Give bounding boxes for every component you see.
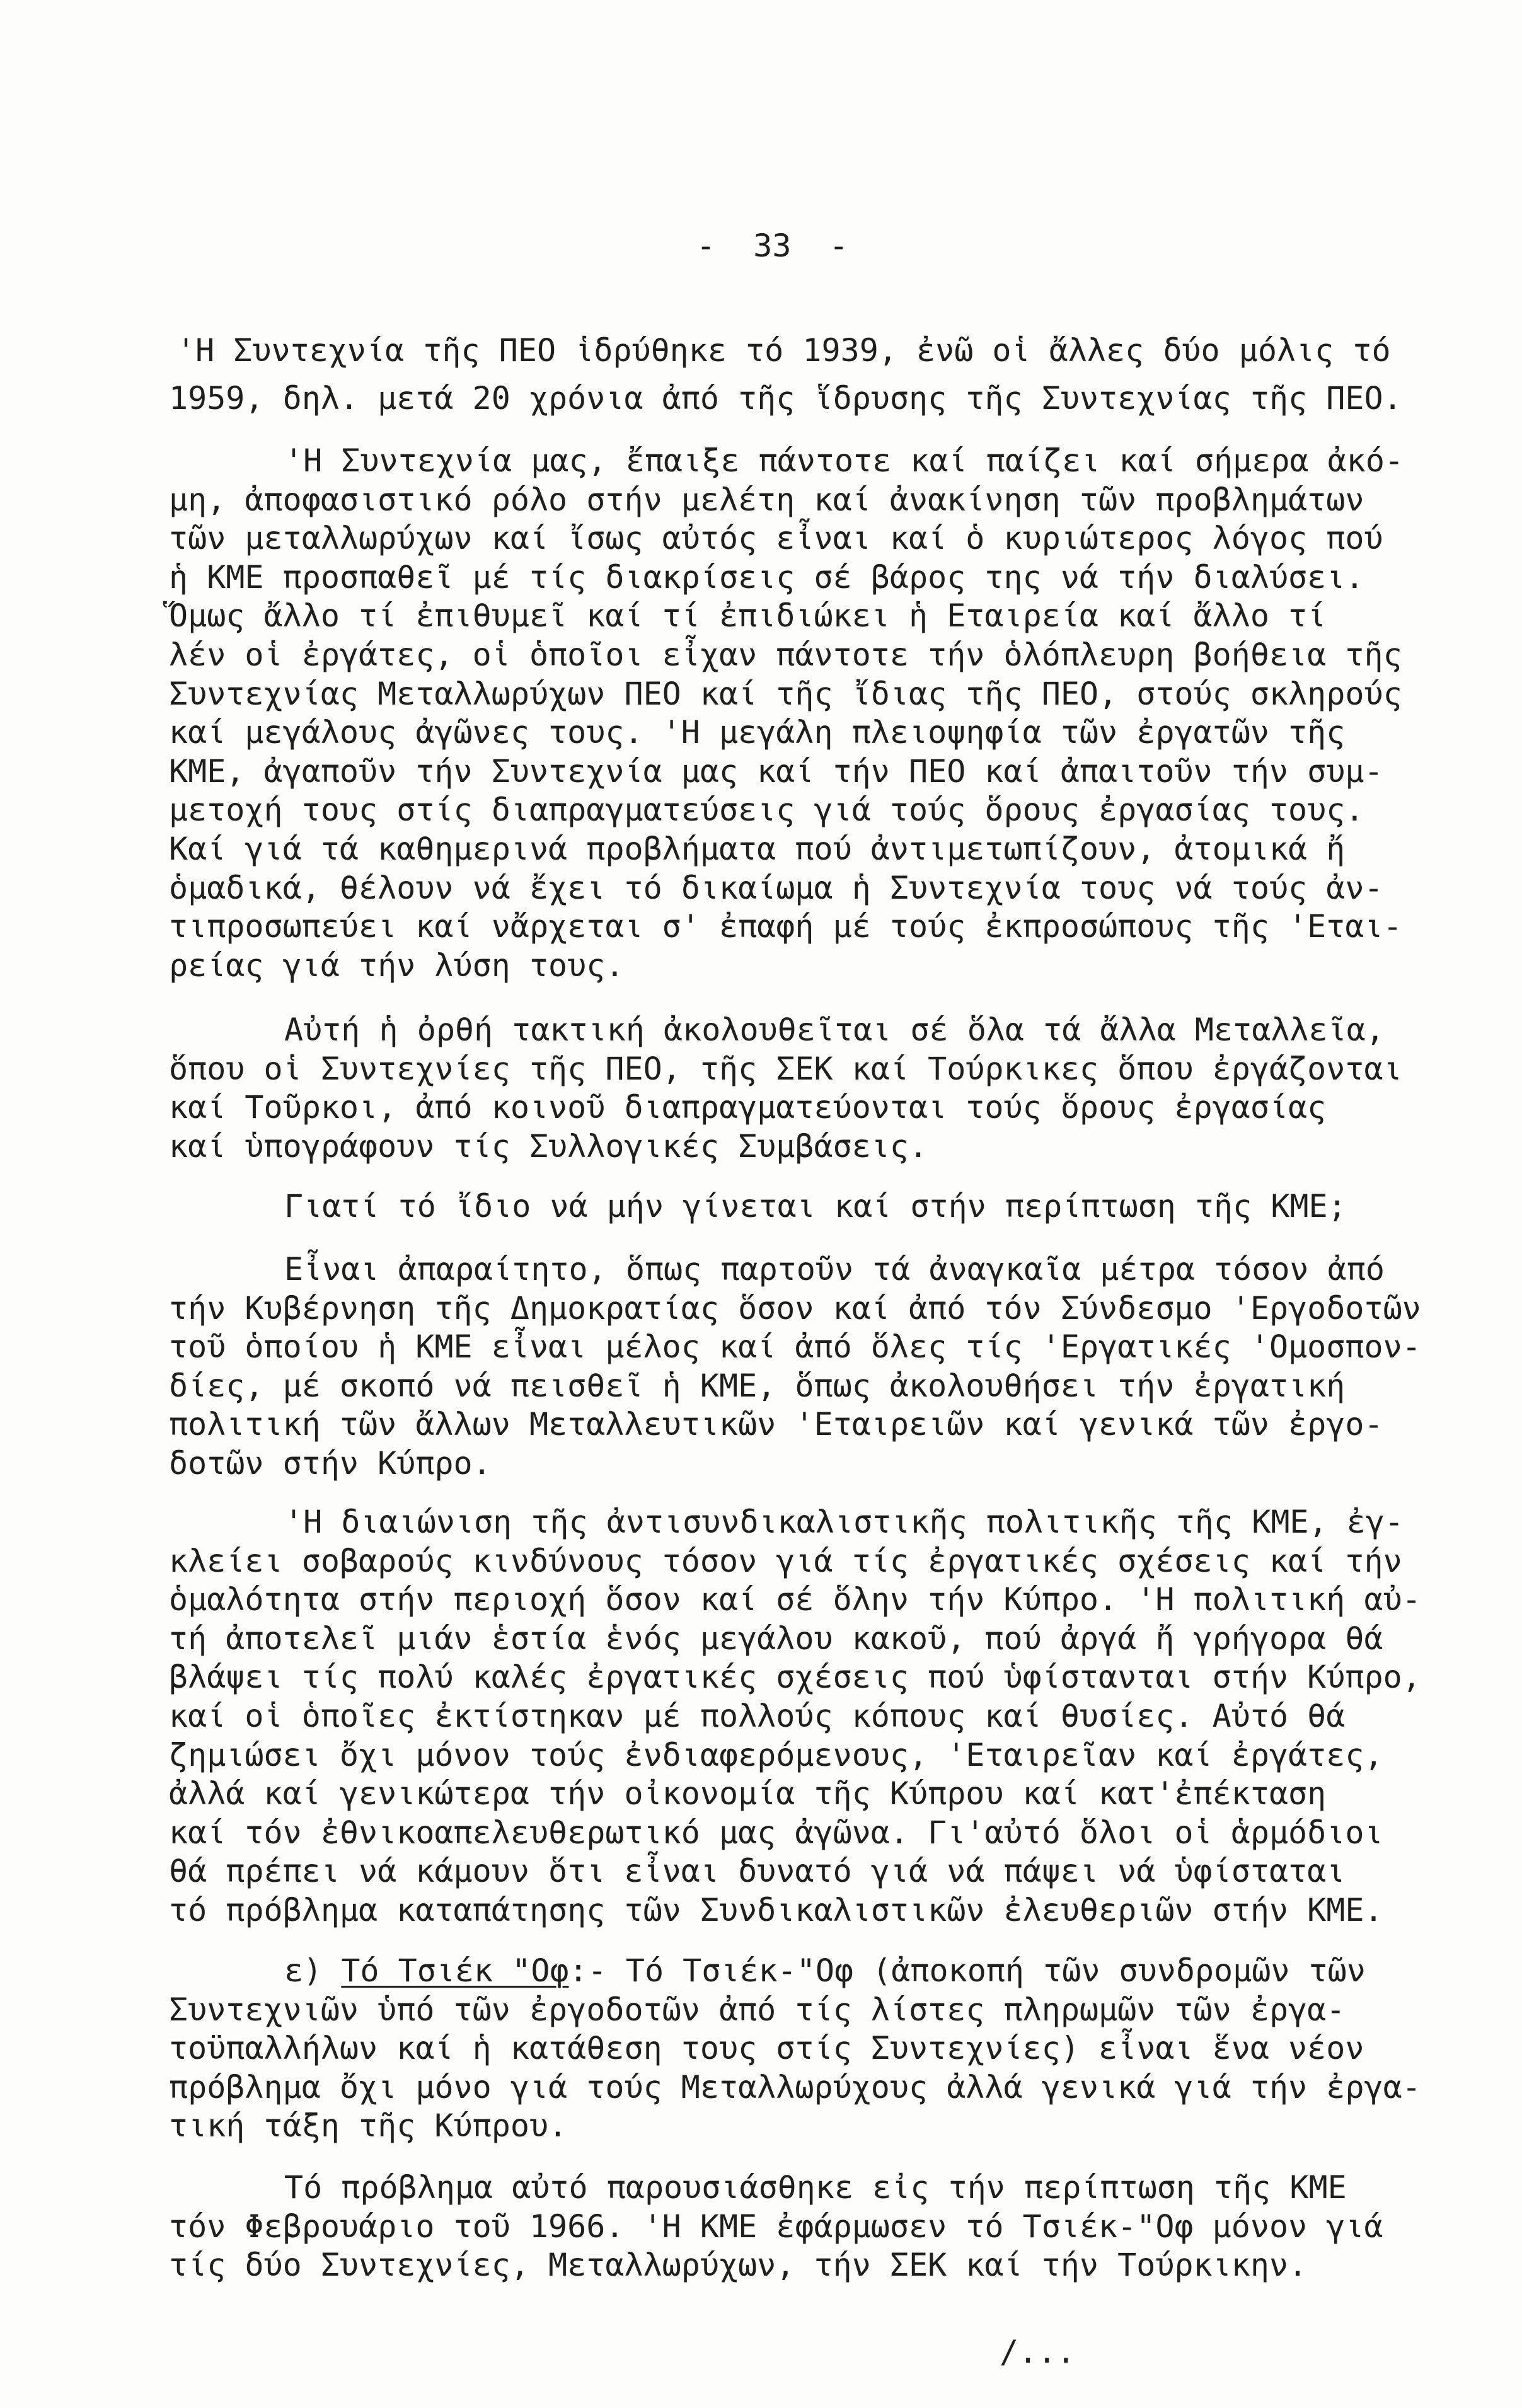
text-line: 'Η Συντεχνία τῆς ΠΕΟ ἱδρύθηκε τό 1939, ἐνῶ οἱ ἄλλες δύο μόλις τό xyxy=(176,332,1391,369)
text-line: ὁμαδικά, θέλουν νά ἔχει τό δικαίωμα ἡ Συντεχνία τους νά τούς ἀν- xyxy=(169,869,1383,906)
paragraph xyxy=(169,1011,1402,1166)
paragraph xyxy=(169,1187,1347,1226)
section-heading: Τό Τσιέκ "Οφ xyxy=(341,1952,569,1989)
text-line: καί τόν ἐθνικοαπελευθερωτικό μας ἀγῶνα. Γι'αὐτό ὅλοι οἱ ἁρμόδιοι xyxy=(169,1814,1383,1851)
paragraph xyxy=(169,1250,1421,1483)
text-line: τό πρόβλημα καταπάτησης τῶν Συνδικαλιστικῶν ἐλευθεριῶν στήν ΚΜΕ. xyxy=(169,1891,1383,1928)
text-line: 'Η Συντεχνία μας, ἔπαιξε πάντοτε καί παίζει καί σήμερα ἀκό- xyxy=(284,442,1404,479)
text-line: ἀλλά καί γενικώτερα τήν οἰκονομία τῆς Κύπρου καί κατ'ἐπέκταση xyxy=(169,1775,1327,1812)
paragraph xyxy=(169,326,1402,422)
text-line: 1959, δηλ. μετά 20 χρόνια ἀπό τῆς ἵδρυσης τῆς Συντεχνίας τῆς ΠΕΟ. xyxy=(169,380,1402,417)
text-line: καί μεγάλους ἀγῶνες τους. 'Η μεγάλη πλειοψηφία τῶν ἐργατῶν τῆς xyxy=(169,714,1346,751)
section-heading-line xyxy=(169,1952,1421,1991)
text-line: δίες, μέ σκοπό νά πεισθεῖ ἡ ΚΜΕ, ὅπως ἀκολουθήσει τήν ἐργατική xyxy=(169,1367,1346,1404)
text-line: τίς δύο Συντεχνίες, Μεταλλωρύχων, τήν ΣΕΚ καί τήν Τούρκικην. xyxy=(169,2247,1308,2284)
text-line: θά πρέπει νά κάμουν ὅτι εἶναι δυνατό γιά νά πάψει νά ὑφίσταται xyxy=(169,1853,1346,1890)
text-line: τοῦ ὁποίου ἡ ΚΜΕ εἶναι μέλος καί ἀπό ὅλες τίς 'Εργατικές 'Ομοσπον- xyxy=(169,1328,1421,1366)
text-line: μετοχή τους στίς διαπραγματεύσεις γιά τούς ὅρους ἐργασίας τους. xyxy=(169,792,1364,829)
section-heading-rest: :- Τό Τσιέκ-"Οφ (ἀποκοπή τῶν συνδρομῶν τῶν xyxy=(568,1952,1366,1989)
text-line: καί ὑπογράφουν τίς Συλλογικές Συμβάσεις. xyxy=(169,1127,928,1165)
text-line: βλάψει τίς πολύ καλές ἐργατικές σχέσεις πού ὑφίστανται στήν Κύπρο, xyxy=(169,1659,1421,1696)
text-line: δοτῶν στήν Κύπρο. xyxy=(169,1444,492,1482)
text-line: καί Τοῦρκοι, ἀπό κοινοῦ διαπραγματεύονται τούς ὅρους ἐργασίας xyxy=(169,1089,1327,1126)
text-line: 'Η διαιώνιση τῆς ἀντισυνδικαλιστικῆς πολιτικῆς τῆς ΚΜΕ, ἐγ- xyxy=(284,1504,1404,1540)
text-line: Συντεχνίας Μεταλλωρύχων ΠΕΟ καί τῆς ἴδιας τῆς ΠΕΟ, στούς σκληρούς xyxy=(169,675,1402,712)
paragraph xyxy=(169,442,1404,985)
text-line: καί οἱ ὁποῖες ἐκτίστηκαν μέ πολλούς κόπους καί θυσίες. Αὐτό θά xyxy=(169,1697,1346,1734)
text-line: πολιτική τῶν ἄλλων Μεταλλευτικῶν 'Εταιρειῶν καί γενικά τῶν ἐργο- xyxy=(169,1406,1383,1443)
text-line: τήν Κυβέρνηση τῆς Δημοκρατίας ὅσον καί ἀπό τόν Σύνδεσμο 'Εργοδοτῶν xyxy=(169,1289,1421,1327)
text-line: Εἶναι ἀπαραίτητο, ὅπως παρτοῦν τά ἀναγκαῖα μέτρα τόσον ἀπό xyxy=(284,1251,1385,1288)
text-line: ρείας γιά τήν λύση τους. xyxy=(169,947,625,984)
text-line: Γιατί τό ἴδιο νά μήν γίνεται καί στήν περίπτωση τῆς ΚΜΕ; xyxy=(284,1188,1347,1224)
text-line: πρόβλημα ὄχι μόνο γιά τούς Μεταλλωρύχους ἀλλά γενικά γιά τήν ἐργα- xyxy=(169,2068,1421,2106)
text-line: Αὐτή ἡ ὀρθή τακτική ἀκολουθεῖται σέ ὅλα τά ἄλλα Μεταλλεῖα, xyxy=(284,1011,1385,1048)
text-line: ἡ ΚΜΕ προσπαθεῖ μέ τίς διακρίσεις σέ βάρος της νά τήν διαλύσει. xyxy=(169,558,1364,596)
text-line: μη, ἀποφασιστικό ρόλο στήν μελέτη καί ἀνακίνηση τῶν προβλημάτων xyxy=(169,481,1364,518)
text-line: τιπροσωπεύει καί νἄρχεται σ' ἐπαφή μέ τούς ἐκπροσώπους τῆς 'Εται- xyxy=(169,908,1402,945)
text-line: τή ἀποτελεῖ μιάν ἑστία ἑνός μεγάλου κακοῦ, πού ἀργά ἤ γρήγορα θά xyxy=(169,1620,1383,1657)
text-line: Συντεχνιῶν ὑπό τῶν ἐργοδοτῶν ἀπό τίς λίστες πληρωμῶν τῶν ἐργα- xyxy=(169,1991,1346,2028)
continuation-mark: /... xyxy=(1000,2334,1076,2370)
text-line: ὅπου οἱ Συντεχνίες τῆς ΠΕΟ, τῆς ΣΕΚ καί Τούρκικες ὅπου ἐργάζονται xyxy=(169,1050,1402,1087)
text-line: τῶν μεταλλωρύχων καί ἴσως αὐτός εἶναι καί ὁ κυριώτερος λόγος πού xyxy=(169,520,1383,557)
text-line: Ὅμως ἄλλο τί ἐπιθυμεῖ καί τί ἐπιδιώκει ἡ Εταιρεία καί ἄλλο τί xyxy=(169,597,1327,635)
text-line: τόν Φεβρουάριο τοῦ 1966. 'Η ΚΜΕ ἐφάρμωσεν τό Τσιέκ-"Οφ μόνον γιά xyxy=(169,2208,1383,2245)
text-line: Καί γιά τά καθημερινά προβλήματα πού ἀντιμετωπίζουν, ἀτομικά ἤ xyxy=(169,830,1346,867)
text-line: κλείει σοβαρούς κινδύνους τόσον γιά τίς ἐργατικές σχέσεις καί τήν xyxy=(169,1542,1402,1579)
section-e-paragraph xyxy=(169,1952,1421,2146)
text-line: τική τάξη τῆς Κύπρου. xyxy=(169,2107,568,2145)
text-line: Τό πρόβλημα αὐτό παρουσιάσθηκε εἰς τήν περίπτωση τῆς ΚΜΕ xyxy=(284,2169,1347,2206)
text-line: τοϋπαλλήλων καί ἡ κατάθεση τους στίς Συντεχνίες) εἶναι ἕνα νέον xyxy=(169,2030,1364,2067)
text-line: ὁμαλότητα στήν περιοχή ὅσον καί σέ ὅλην τήν Κύπρο. 'Η πολιτική αὐ- xyxy=(169,1581,1421,1618)
section-marker: ε) xyxy=(284,1952,342,1989)
paragraph xyxy=(169,2169,1383,2285)
text-line: ΚΜΕ, ἀγαποῦν τήν Συντεχνία μας καί τήν ΠΕΟ καί ἀπαιτοῦν τήν συμ- xyxy=(169,752,1383,790)
page-number: - 33 - xyxy=(696,228,848,264)
text-line: λέν οἱ ἐργάτες, οἱ ὁποῖοι εἶχαν πάντοτε τήν ὁλόπλευρη βοήθεια τῆς xyxy=(169,636,1402,673)
text-line: ζημιώσει ὄχι μόνον τούς ἐνδιαφερόμενους, 'Εταιρεῖαν καί ἐργάτες, xyxy=(169,1736,1383,1773)
paragraph xyxy=(169,1503,1421,1930)
